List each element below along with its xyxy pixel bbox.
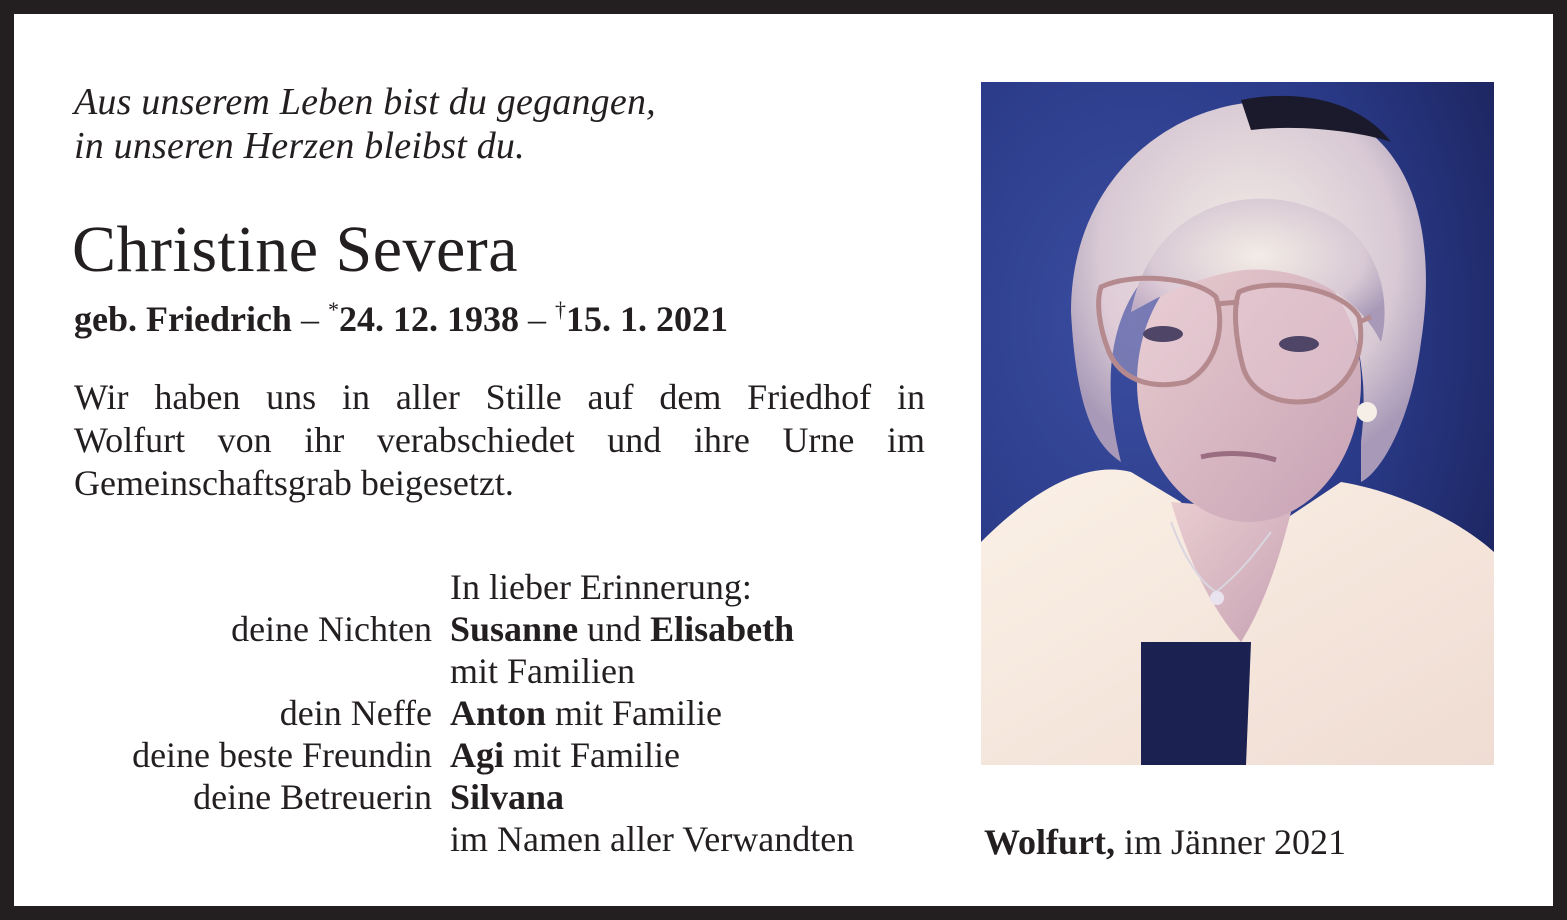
mourner-suffix: mit Familie — [546, 693, 723, 733]
mourner-row — [74, 650, 954, 692]
announcement-line-2: Wolfurt von ihr verabschiedet und ihre Urne im — [74, 420, 925, 460]
mourner-row — [74, 608, 954, 650]
cross-symbol: † — [554, 297, 566, 322]
mourners-list — [74, 566, 954, 860]
mourners-heading-row — [74, 566, 954, 608]
mourner-connector: und — [578, 609, 651, 649]
mourner-names — [450, 734, 680, 776]
mourner-suffix: mit Familie — [504, 735, 680, 775]
mourner-relation: dein Neffe — [279, 693, 432, 733]
mourner-name: Susanne — [450, 609, 579, 649]
mourner-names — [450, 608, 794, 650]
death-date: 15. 1. 2021 — [565, 299, 728, 339]
mourner-name: Anton — [450, 693, 547, 733]
life-dates — [74, 288, 728, 341]
separator: – — [291, 299, 328, 339]
mourner-names — [450, 692, 722, 734]
mourner-relation — [74, 650, 450, 692]
mourner-row — [74, 734, 954, 776]
mourner-suffix: mit Familien — [450, 651, 635, 691]
mourner-relation: deine Betreuerin — [193, 777, 432, 817]
announcement-line-1: Wir haben uns in aller Stille auf dem Friedhof in — [74, 377, 925, 417]
mourners-heading: In lieber Erinnerung: — [450, 567, 752, 607]
mourner-name: Agi — [450, 735, 504, 775]
separator: – — [518, 299, 555, 339]
date: im Jänner 2021 — [1115, 822, 1346, 862]
maiden-name: geb. Friedrich — [74, 299, 292, 339]
mourner-row — [74, 818, 954, 860]
motto-line-2: in unseren Herzen bleibst du. — [74, 125, 525, 167]
mourner-suffix: im Namen aller Verwandten — [450, 819, 855, 859]
place: Wolfurt, — [984, 822, 1115, 862]
motto-verse — [74, 80, 656, 168]
announcement-text — [74, 376, 925, 505]
mourner-name: Elisabeth — [650, 609, 795, 649]
announcement-line-3: Gemeinschaftsgrab beigesetzt. — [74, 463, 514, 503]
portrait-photo — [981, 82, 1494, 765]
born-symbol: * — [327, 297, 339, 322]
birth-date: 24. 12. 1938 — [338, 299, 519, 339]
mourner-relation: deine Nichten — [231, 609, 432, 649]
mourner-relation: deine beste Freundin — [132, 735, 432, 775]
mourner-names — [450, 650, 635, 692]
motto-line-1: Aus unserem Leben bist du gegangen, — [74, 81, 656, 123]
place-and-date — [984, 820, 1346, 864]
mourner-name: Silvana — [450, 777, 565, 817]
mourner-row — [74, 692, 954, 734]
portrait-photo-image — [981, 82, 1494, 765]
mourner-relation — [74, 818, 450, 860]
deceased-name: Christine Severa — [72, 213, 519, 286]
mourner-names — [450, 776, 564, 818]
mourner-names — [450, 818, 854, 860]
mourner-row — [74, 776, 954, 818]
